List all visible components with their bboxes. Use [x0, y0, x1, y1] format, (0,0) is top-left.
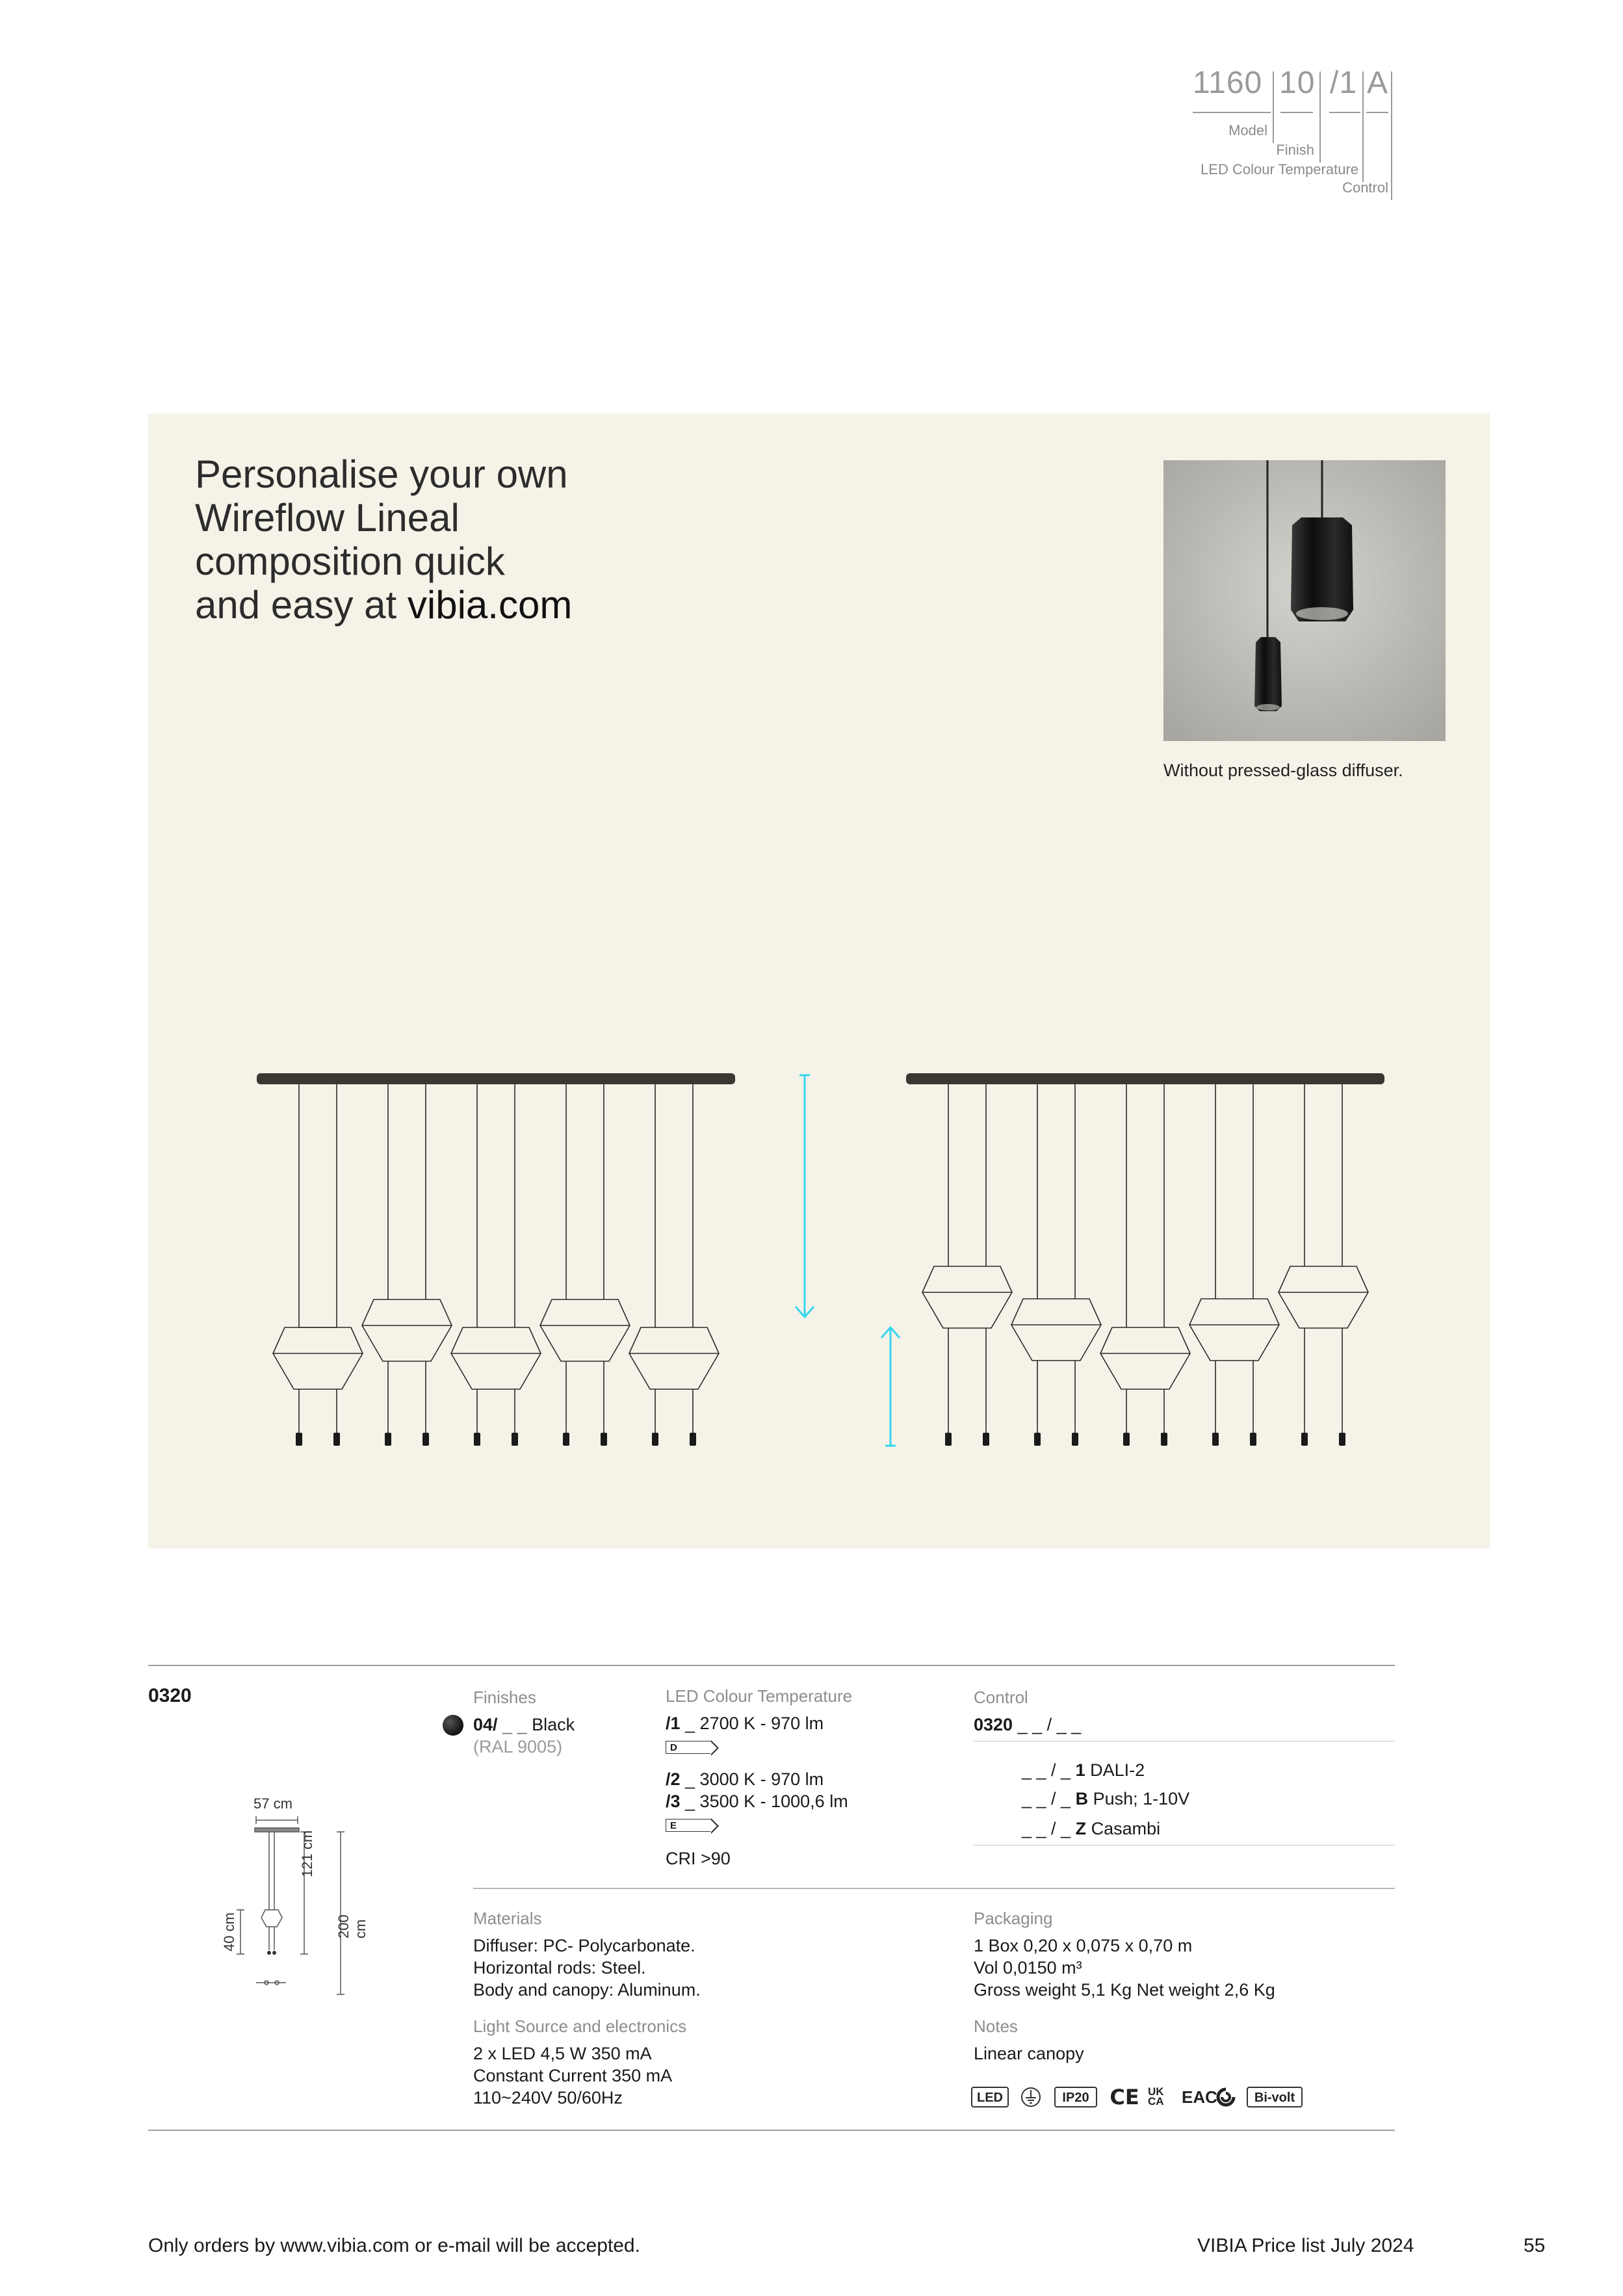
spec-bottom-rule [148, 2130, 1395, 2131]
earth-ground-icon-svg [1019, 2087, 1043, 2107]
photo-caption: Without pressed-glass diffuser. [1163, 761, 1403, 780]
dim-height-200: 200 cm [335, 1914, 369, 1938]
finish-option[interactable] [473, 1714, 575, 1736]
led-heading: LED Colour Temperature [666, 1686, 853, 1706]
led-option-1[interactable] [666, 1712, 824, 1734]
promo-title-line: Wireflow Lineal [195, 496, 460, 540]
control-option-label: Push; 1-10V [1093, 1789, 1190, 1808]
model-code-part-finish: 10 [1279, 66, 1316, 100]
finish-dashes: _ _ [497, 1715, 532, 1734]
materials-line: Diffuser: PC- Polycarbonate. [473, 1936, 695, 1955]
control-rule [974, 1845, 1395, 1846]
control-code-prefix: 0320 [974, 1715, 1013, 1734]
control-option-casambi[interactable] [1022, 1818, 1160, 1840]
finish-name: Black [532, 1715, 575, 1734]
control-option-code: 1 [1075, 1760, 1085, 1780]
light-source-line: Constant Current 350 mA [473, 2066, 673, 2085]
linear-canopy [257, 1073, 735, 1084]
left-composition [257, 1073, 814, 1446]
led-spec: _ 3000 K - 970 lm [680, 1769, 824, 1789]
control-option-code: B [1075, 1789, 1089, 1808]
materials-heading: Materials [473, 1909, 542, 1928]
bivolt-cert-icon: Bi-volt [1247, 2087, 1303, 2107]
cri-value: CRI >90 [666, 1849, 731, 1868]
finish-ral: (RAL 9005) [473, 1737, 563, 1756]
vibia-link[interactable]: vibia.com [407, 583, 573, 627]
packaging-line: Vol 0,0150 m³ [974, 1958, 1082, 1977]
notes-heading: Notes [974, 2016, 1018, 2036]
led-spec: _ 2700 K - 970 lm [680, 1714, 824, 1733]
led-cert-icon: LED [971, 2087, 1009, 2107]
control-heading: Control [974, 1688, 1028, 1707]
dim-width: 57 cm [253, 1795, 292, 1812]
right-composition [881, 1073, 1384, 1446]
led-code: /1 [666, 1714, 681, 1733]
packaging-line: 1 Box 0,20 x 0,075 x 0,70 m [974, 1936, 1193, 1955]
packaging-heading: Packaging [974, 1909, 1053, 1928]
model-code-underline [1366, 112, 1388, 113]
control-option-dali[interactable] [1022, 1759, 1145, 1781]
light-source-line: 2 x LED 4,5 W 350 mA [473, 2044, 652, 2063]
model-code-label: Finish [1276, 142, 1314, 158]
model-code-label: Control [1342, 179, 1388, 196]
energy-class-badge: E [666, 1819, 711, 1832]
control-option-code: Z [1075, 1819, 1087, 1838]
led-code: /3 [666, 1792, 681, 1811]
spec-top-rule [148, 1665, 1395, 1666]
dim-height-40: 40 cm [221, 1912, 237, 1951]
control-option-label: Casambi [1091, 1819, 1161, 1838]
earth-ground-icon [1018, 2087, 1044, 2107]
model-code-part-model: 1160 [1193, 66, 1263, 100]
promo-title-line: composition quick [195, 540, 505, 583]
recycle-dot-icon-svg [1216, 2087, 1236, 2107]
model-code-part-control: A [1367, 66, 1389, 100]
led-option-3[interactable] [666, 1790, 848, 1812]
linear-canopy [906, 1073, 1384, 1084]
control-code [974, 1714, 1081, 1736]
ce-mark-icon: CE [1110, 2085, 1139, 2109]
model-code-divider [1319, 72, 1321, 163]
dim-height-121: 121 cm [299, 1830, 315, 1877]
control-code-suffix: _ _ / _ _ [1013, 1715, 1082, 1734]
spec-middle-rule [473, 1888, 1395, 1889]
control-option-prefix: _ _ / _ [1022, 1760, 1076, 1780]
model-code-divider [1391, 72, 1392, 200]
model-code-label: LED Colour Temperature [1201, 161, 1358, 177]
finish-code: 04/ [473, 1715, 498, 1734]
energy-class-badge: D [666, 1741, 711, 1754]
ukca-mark-icon: UK CA [1148, 2085, 1164, 2107]
led-spec: _ 3500 K - 1000,6 lm [680, 1792, 848, 1811]
ip20-cert-icon: IP20 [1054, 2087, 1097, 2107]
finish-swatch-black[interactable] [443, 1715, 463, 1736]
model-code-part-led: /1 [1330, 66, 1358, 100]
product-code: 0320 [148, 1685, 192, 1706]
height-arrow-down [796, 1075, 814, 1317]
promo-title-line: Personalise your own [195, 452, 568, 496]
promo-title-prefix: and easy at [195, 583, 408, 627]
composition-diagram [148, 413, 1490, 1548]
recycle-dot-icon [1215, 2087, 1236, 2107]
dimension-drawing [201, 1794, 370, 2002]
materials-line: Body and canopy: Aluminum. [473, 1980, 701, 2000]
light-source-heading: Light Source and electronics [473, 2016, 687, 2036]
height-arrow-up [881, 1327, 900, 1446]
footer-pricelist: VIBIA Price list July 2024 [1197, 2235, 1414, 2256]
promo-panel [148, 413, 1490, 1548]
notes-line: Linear canopy [974, 2044, 1084, 2063]
eac-mark-icon: EAC [1182, 2087, 1217, 2107]
control-option-prefix: _ _ / _ [1022, 1819, 1076, 1838]
light-source-line: 110~240V 50/60Hz [473, 2088, 623, 2107]
materials-line: Horizontal rods: Steel. [473, 1958, 646, 1977]
control-option-label: DALI-2 [1090, 1760, 1145, 1780]
control-option-prefix: _ _ / _ [1022, 1789, 1076, 1808]
model-code-underline [1280, 112, 1313, 113]
dimension-drawing-svg [201, 1794, 370, 2002]
page-number: 55 [1524, 2235, 1546, 2256]
model-code-underline [1329, 112, 1360, 113]
packaging-line: Gross weight 5,1 Kg Net weight 2,6 Kg [974, 1980, 1275, 2000]
control-rule [974, 1741, 1395, 1742]
finishes-heading: Finishes [473, 1688, 536, 1707]
led-code: /2 [666, 1769, 681, 1789]
model-code-underline [1193, 112, 1271, 113]
footer-order-note: Only orders by www.vibia.com or e-mail will be accepted. [148, 2235, 640, 2256]
control-option-push[interactable] [1022, 1788, 1189, 1810]
model-code-legend [1163, 65, 1397, 202]
model-code-divider [1362, 72, 1364, 182]
model-code-divider [1273, 72, 1274, 143]
model-code-label: Model [1228, 122, 1267, 138]
led-option-2[interactable] [666, 1768, 824, 1790]
